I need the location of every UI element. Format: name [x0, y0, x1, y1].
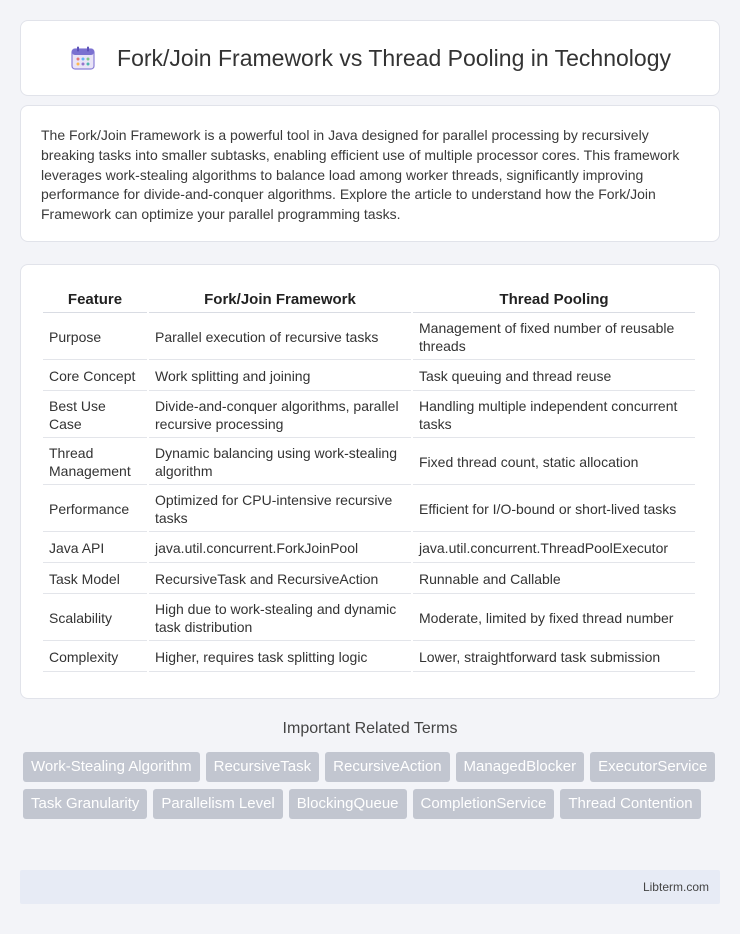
- table-row: [43, 440, 695, 485]
- feature-cell: Purpose: [43, 315, 147, 360]
- thread-pooling-cell: Efficient for I/O-bound or short-lived tasks: [413, 487, 695, 532]
- table-header-row: [43, 287, 695, 313]
- header-feature: Feature: [43, 287, 147, 313]
- table-row: [43, 643, 695, 672]
- fork-join-cell: java.util.concurrent.ForkJoinPool: [149, 534, 411, 563]
- table-row: [43, 534, 695, 563]
- feature-cell: Complexity: [43, 643, 147, 672]
- fork-join-cell: Optimized for CPU-intensive recursive tasks: [149, 487, 411, 532]
- related-term-tag[interactable]: Parallelism Level: [153, 789, 282, 819]
- comparison-table-card: [20, 264, 720, 699]
- table-row: [43, 393, 695, 438]
- related-term-tag[interactable]: RecursiveAction: [325, 752, 449, 782]
- thread-pooling-cell: Handling multiple independent concurrent tasks: [413, 393, 695, 438]
- table-row: [43, 362, 695, 391]
- thread-pooling-cell: Fixed thread count, static allocation: [413, 440, 695, 485]
- table-row: [43, 596, 695, 641]
- related-term-tag[interactable]: RecursiveTask: [206, 752, 320, 782]
- related-terms-title: Important Related Terms: [282, 720, 458, 737]
- calendar-grid-icon: [69, 44, 97, 72]
- fork-join-cell: Work splitting and joining: [149, 362, 411, 391]
- related-term-tag[interactable]: CompletionService: [413, 789, 555, 819]
- fork-join-cell: Dynamic balancing using work-stealing algorithm: [149, 440, 411, 485]
- page-title: Fork/Join Framework vs Thread Pooling in Technology: [117, 44, 671, 71]
- comparison-table: [41, 285, 697, 674]
- feature-cell: Core Concept: [43, 362, 147, 391]
- feature-cell: Thread Management: [43, 440, 147, 485]
- related-term-tag[interactable]: Thread Contention: [560, 789, 700, 819]
- header: [69, 44, 671, 72]
- thread-pooling-cell: Management of fixed number of reusable threads: [413, 315, 695, 360]
- feature-cell: Performance: [43, 487, 147, 532]
- table-row: [43, 565, 695, 594]
- feature-cell: Java API: [43, 534, 147, 563]
- thread-pooling-cell: Runnable and Callable: [413, 565, 695, 594]
- footer-site-link[interactable]: Libterm.com: [642, 880, 709, 894]
- fork-join-cell: Higher, requires task splitting logic: [149, 643, 411, 672]
- fork-join-cell: Divide-and-conquer algorithms, parallel recursive processing: [149, 393, 411, 438]
- header-thread-pooling: Thread Pooling: [413, 287, 695, 313]
- feature-cell: Scalability: [43, 596, 147, 641]
- thread-pooling-cell: Task queuing and thread reuse: [413, 362, 695, 391]
- fork-join-cell: Parallel execution of recursive tasks: [149, 315, 411, 360]
- thread-pooling-cell: Lower, straightforward task submission: [413, 643, 695, 672]
- header-fork-join: Fork/Join Framework: [149, 287, 411, 313]
- feature-cell: Best Use Case: [43, 393, 147, 438]
- related-term-tag[interactable]: ExecutorService: [590, 752, 715, 782]
- thread-pooling-cell: java.util.concurrent.ThreadPoolExecutor: [413, 534, 695, 563]
- related-term-tag[interactable]: Work-Stealing Algorithm: [23, 752, 200, 782]
- related-term-tag[interactable]: ManagedBlocker: [456, 752, 585, 782]
- table-row: [43, 315, 695, 360]
- related-term-tag[interactable]: BlockingQueue: [289, 789, 407, 819]
- intro-card: [20, 105, 720, 242]
- table-row: [43, 487, 695, 532]
- related-term-tag[interactable]: Task Granularity: [23, 789, 147, 819]
- intro-paragraph: The Fork/Join Framework is a powerful tool in Java designed for parallel processing by recursively breaking tasks into smaller subtasks, enabling efficient use of multiple processor cores. This framework leverages work-stealing algorithms to balance load among worker threads, significantly improving performance for divide-and-conquer algorithms. Explore the article to understand how the Fork/Join Framework can optimize your parallel programming tasks.: [41, 127, 680, 223]
- feature-cell: Task Model: [43, 565, 147, 594]
- fork-join-cell: RecursiveTask and RecursiveAction: [149, 565, 411, 594]
- fork-join-cell: High due to work-stealing and dynamic task distribution: [149, 596, 411, 641]
- related-terms-list: [23, 752, 723, 819]
- header-card: [20, 20, 720, 96]
- footer: [20, 870, 720, 904]
- thread-pooling-cell: Moderate, limited by fixed thread number: [413, 596, 695, 641]
